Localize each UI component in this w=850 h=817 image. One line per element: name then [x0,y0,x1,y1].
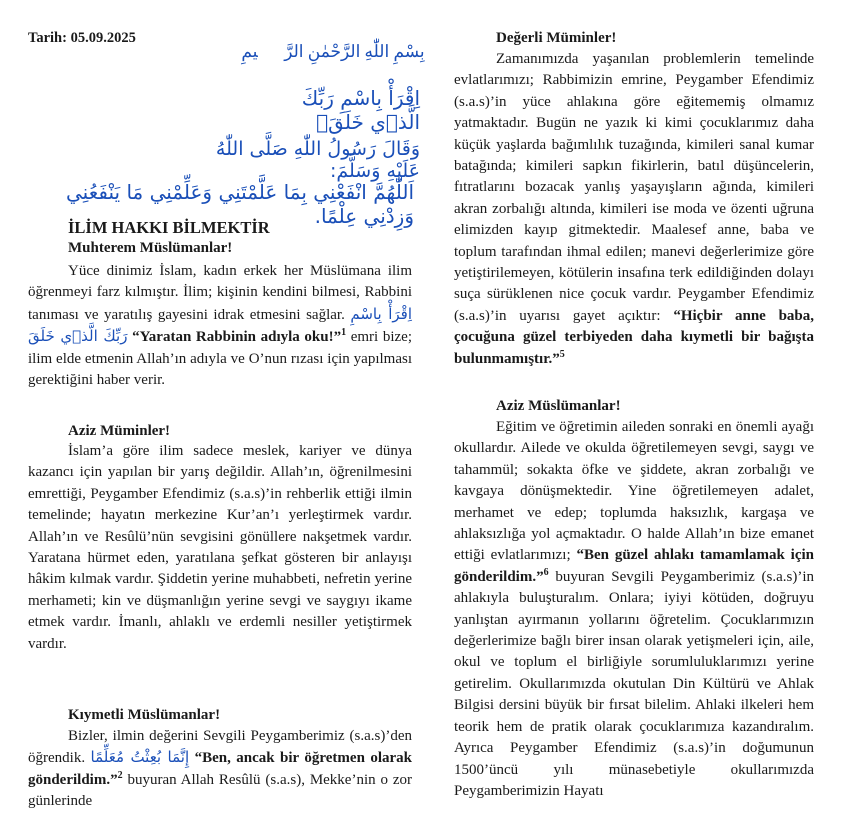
paragraph-5-text: Eğitim ve öğretimin aileden sonraki en önemli ayağı okullardır. Ailede ve okulda öğretilemeyen sevgi, saygı ve tahammül; sokakta öfke ve şiddete, akran zorbalığı ve kavgaya dönüşmektedir. Yine öğretilemeyen adalet, merhamet ve edep; toplumda haksızlık, kargaşa ve ahlaksızlığa yol açmaktadır. O halde Allah’ın bize emanet ettiği evlatlarımızı; [454,419,814,564]
paragraph-2: İslam’a göre ilim sadece meslek, kariyer ve dünya kazancı için yapılan bir yarış değildir. Allah’ın, öğrenilmesini emrettiği, Peygamber Efendimiz (s.a.s)’in rehberlik ettiği ilmin temelinde; hayatın merkezine Kur’an’ı yerleştirmek vardır. Allah’ın ve Resûlü’nün sevgisini gönüllere nakşetmek vardır. Yaratana hürmet eden, yaratılana şefkat gösteren bir anlayışı hâkim kılmak vardır. Şiddetin yerine muhabbeti, nefretin yerine merhameti; kin ve düşmanlığın yerine sevgi ve saygıyı ikame etmek vardır. İmanlı, ahlaklı ve erdemli nesiller yetiştirmek vardır. [28,443,412,652]
paragraph-3-text-cont: buyuran Allah Resûlü (s.a.s), Mekke’nin o zor günlerinde [28,771,413,810]
footnote-6: 6 [543,566,549,578]
paragraph-1 [28,261,412,391]
heading-kiymetli: Kıymetli Müslümanlar! [68,707,221,723]
paragraph-3-text: Bizler, ilmin değerini Sevgili Peygamberimiz (s.a.s)’den öğrendik. [28,728,412,767]
sermon-title: İLİM HAKKI BİLMEKTİR [68,218,270,237]
paragraph-5 [454,417,814,802]
hadith-quote-6: “Ben güzel ahlakı tamamlamak için gönderildim.” [454,547,815,585]
hadith-translation: “Ben, ancak bir öğretmen olarak gönderildim.” [28,750,413,788]
footnote-1: 1 [341,327,347,339]
paragraph-5-text-cont: buyuran Sevgili Peygamberimiz (s.a.s)’in ahlakıyla buluşturalım. Onlara; iyiyi kötüden, doğruyu yanlıştan ayırmanın yollarını öğretelim. Çocuklarımızın değerlerimize bağlı birer insan olarak yetişmeleri için, aile, okul ve toplum el birliğiyle sorumluluklarımızı yerine getirelim. Okullarımızda okutulan Din Kültürü ve Ahlak Bilgisi dersini büyük bir fırsat bilelim. Ahlaki ilkeleri hem teorik hem de pratik olarak çocuklarımıza kazandıralım. Ayrıca Peygamber Efendimiz (s.a.s)’in doğumunun 1500’üncü yılı münasebetiyle okullarımızda Peygamberimizin Hayatı [454,568,814,799]
paragraph-4-text: Zamanımızda yaşanılan problemlerin temelinde evlatlarımızı; Rabbimizin emrine, Peygamber Efendimiz (s.a.s)’in yüce ahlakına göre eğitememiş olmamız yatmaktadır. Bugün ne yazık ki kimi çocuklarımız daha küçük yaşlarda bağımlılık tuzağında, kimileri sanal kumar batağında; kimileri sapkın fikirlerin, batıl düşüncelerin, fıtratlarını bozacak yanlış yaşayışların ağında, kimileri akran zorbalığı altında, kimileri ise moda ve özenti uğruna elimizden kayıp gitmektedir. Maalesef anne, baba ve toplum tarafından ihmal edilen; manevi değerlerimize göre yetiştirilemeyen, kötülerin insafına terk edildiğinden dolayı suça sürüklenen nice çocuk vardır. Peygamber Efendimiz (s.a.s)’in uyarısı gayet açıktır: [454,51,814,324]
heading-degerli: Değerli Müminler! [496,30,617,46]
footnote-2: 2 [117,769,123,781]
paragraph-4 [454,49,814,370]
arabic-inline-hadith: إِنَّمَا بُعِثْتُ مُعَلِّمًا [90,748,190,767]
paragraph-1-text: Yüce dinimiz İslam, kadın erkek her Müslümana ilim öğrenmeyi farz kılmıştır. İlim; kişinin kendini bilmesi, Rabbini tanıması ve yaratılış gayesini idrak etmesini sağlar. [28,263,412,323]
verse-translation: “Yaratan Rabbinin adıyla oku!” [132,329,342,346]
arabic-verse: اِقْرَأْ بِاسْمِ رَبِّكَ الَّذ۪ي خَلَقَۚ [301,86,420,134]
arabic-inline-verse: اِقْرَأْ بِاسْمِ رَبِّكَ الَّذ۪ي خَلَقَ [28,304,412,346]
basmala-calligraphy: بِسْمِ اللّٰهِ الرَّحْمٰنِ الرَّح۪يمِ [241,42,425,61]
footnote-5: 5 [559,348,565,360]
heading-aziz-mu-minler: Aziz Müminler! [68,423,171,439]
arabic-hadith-intro: وَقَالَ رَسُولُ اللّٰهِ صَلَّى اللّٰهُ عَلَيْهِ وَسَلَّمَ: [215,138,420,182]
date: Tarih: 05.09.2025 [28,30,136,46]
paragraph-1-text-cont: emri bize; ilim elde etmenin Allah’ın adıyla ve O’nun rızası için yapılması gerektiğini haber verir. [28,329,413,389]
heading-muhterem: Muhterem Müslümanlar! [68,240,233,256]
arabic-hadith: اَللّٰهُمَّ انْفَعْنِي بِمَا عَلَّمْتَنِي وَعَلِّمْنِي مَا يَنْفَعُنِي وَزِدْنِي عِلْمًا. [66,180,414,228]
hadith-quote-5: “Hiçbir anne baba, çocuğuna güzel terbiyeden daha kıymetli bir bağışta bulunmamıştır.” [454,307,815,367]
heading-aziz-muslumanlar: Aziz Müslümanlar! [496,398,621,414]
paragraph-3 [28,726,412,813]
